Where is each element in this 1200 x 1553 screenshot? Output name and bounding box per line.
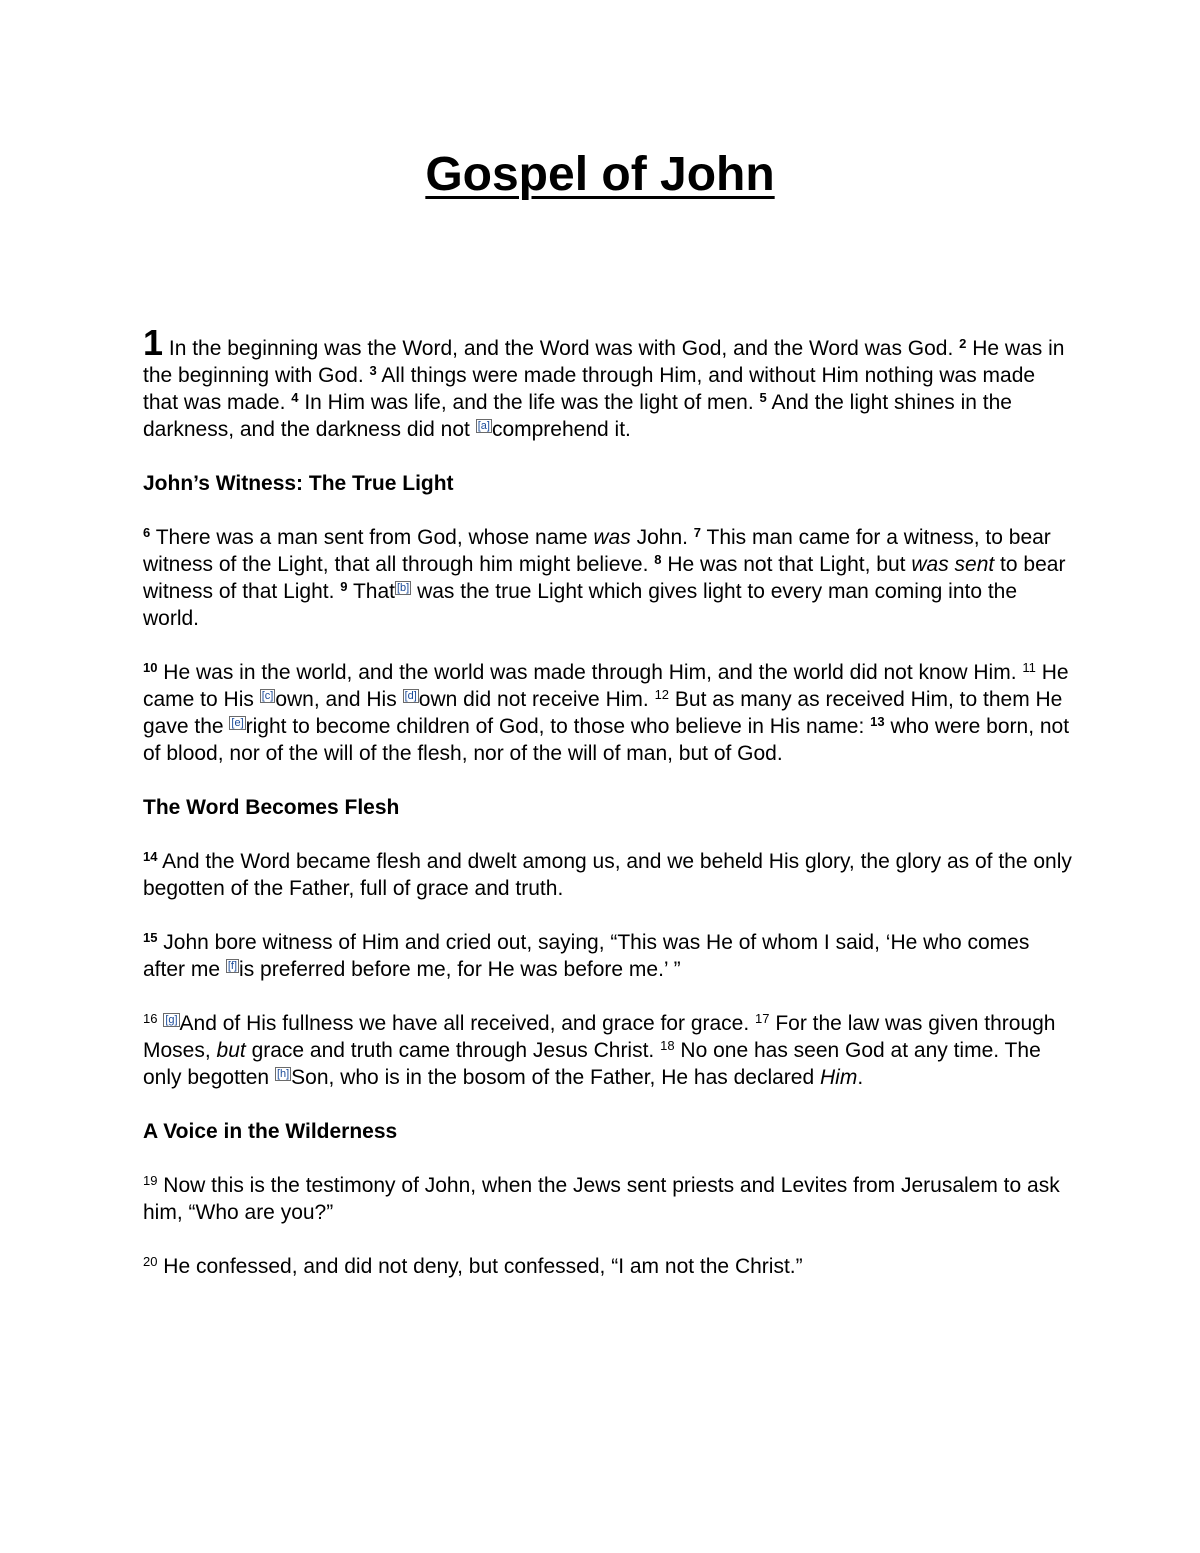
- paragraph: [143, 929, 1073, 983]
- verse-number: 20: [143, 1254, 158, 1269]
- verse-number: 17: [755, 1011, 770, 1026]
- verse-text: was the true Light which gives light to every man coming into the world.: [143, 580, 1018, 630]
- verse-number: 10: [143, 660, 158, 675]
- verse-number: 12: [654, 687, 670, 702]
- verse-text: Son, who is in the bosom of the Father, He has declared: [291, 1066, 820, 1089]
- verse-text: That: [347, 580, 395, 603]
- footnote-link[interactable]: [h]: [276, 1068, 290, 1080]
- verse-number: 16: [143, 1011, 158, 1026]
- verse-text-italic: Him: [819, 1066, 858, 1089]
- verse-text: right to become children of God, to those who believe in His name:: [245, 715, 871, 738]
- footnote-link[interactable]: [f]: [227, 960, 238, 972]
- verse-number: 15: [143, 930, 158, 945]
- verse-text-italic: was sent: [911, 553, 995, 576]
- footnote-link[interactable]: [b]: [397, 582, 410, 594]
- verse-text: He was not that Light, but: [661, 553, 912, 576]
- verse-text: Now this is the testimony of John, when the Jews sent priests and Levites from Jerusalem to ask him, “Who are you?”: [143, 1174, 1060, 1224]
- verse-text-italic: was: [593, 526, 631, 549]
- footnote-link[interactable]: [a]: [477, 420, 490, 432]
- verse-text: comprehend it.: [491, 418, 631, 441]
- section-heading: The Word Becomes Flesh: [143, 796, 400, 819]
- verse-number: 4: [291, 390, 299, 405]
- verse-number: 2: [959, 336, 967, 351]
- section-heading: John’s Witness: The True Light: [143, 472, 454, 495]
- verse-number: 18: [660, 1038, 675, 1053]
- verse-text: There was a man sent from God, whose name: [150, 526, 594, 549]
- footnote-link[interactable]: [g]: [165, 1014, 178, 1026]
- verse-text: who were born, not of blood, nor of the will of the flesh, nor of the will of man, but of God.: [143, 715, 1070, 765]
- chapter-number: 1: [143, 322, 164, 363]
- verse-number: 3: [369, 363, 377, 378]
- verse-text: In Him was life, and the life was the light of men.: [298, 391, 760, 414]
- verse-text: is preferred before me, for He was before me.’ ”: [239, 958, 681, 981]
- verse-number: 19: [143, 1173, 158, 1188]
- verse-text-italic: but: [216, 1039, 246, 1062]
- paragraph: [143, 524, 1073, 632]
- verse-text: For the law was given through Moses,: [143, 1012, 1056, 1062]
- footnote-link[interactable]: [c]: [261, 690, 274, 702]
- verse-number: 13: [870, 714, 885, 729]
- verse-text: grace and truth came through Jesus Christ.: [245, 1039, 661, 1062]
- verse-text: to bear witness of that Light.: [143, 553, 1066, 603]
- verse-number: 11: [1022, 660, 1036, 675]
- verse-text: And the Word became flesh and dwelt among us, and we beheld His glory, the glory as of the only begotten of the Father, full of grace and truth.: [143, 850, 1072, 900]
- section-heading: A Voice in the Wilderness: [143, 1120, 398, 1143]
- verse-text: He was in the beginning with God.: [143, 337, 1065, 387]
- paragraph-chapter-opening: [143, 322, 1073, 443]
- verse-number: 6: [143, 525, 151, 540]
- footnote-link[interactable]: [e]: [231, 717, 244, 729]
- verse-text: This man came for a witness, to bear witness of the Light, that all through him might believe.: [143, 526, 1051, 576]
- verse-number: 5: [759, 390, 767, 405]
- verse-text: He was in the world, and the world was made through Him, and the world did not know Him.: [157, 661, 1023, 684]
- verse-text: own did not receive Him.: [418, 688, 655, 711]
- document-body: [143, 322, 1073, 1307]
- verse-number: 8: [654, 552, 662, 567]
- verse-text: All things were made through Him, and without Him nothing was made that was made.: [143, 364, 1036, 414]
- verse-text: John.: [630, 526, 694, 549]
- paragraph: [143, 1253, 1073, 1280]
- verse-text: And of His fullness we have all received, and grace for grace.: [179, 1012, 756, 1035]
- verse-number: 14: [143, 849, 158, 864]
- verse-text: own, and His: [275, 688, 403, 711]
- verse-number: 7: [693, 525, 702, 540]
- paragraph: [143, 1010, 1073, 1091]
- footnote-link[interactable]: [d]: [404, 690, 417, 702]
- verse-text: John bore witness of Him and cried out, saying, “This was He of whom I said, ‘He who comes after me: [143, 931, 1030, 981]
- document-title: Gospel of John: [425, 148, 775, 201]
- verse-number: 9: [340, 579, 348, 594]
- verse-text: He came to His: [143, 661, 1069, 711]
- verse-text: .: [857, 1066, 864, 1089]
- verse-text: But as many as received Him, to them He gave the: [143, 688, 1063, 738]
- paragraph: [143, 1172, 1073, 1226]
- paragraph: [143, 659, 1073, 767]
- paragraph: [143, 848, 1073, 902]
- verse-text: And the light shines in the darkness, and the darkness did not: [143, 391, 1012, 441]
- verse-text: No one has seen God at any time. The only begotten: [143, 1039, 1041, 1089]
- verse-text: He confessed, and did not deny, but confessed, “I am not the Christ.”: [157, 1255, 803, 1278]
- verse-text: In the beginning was the Word, and the Word was with God, and the Word was God.: [163, 337, 960, 360]
